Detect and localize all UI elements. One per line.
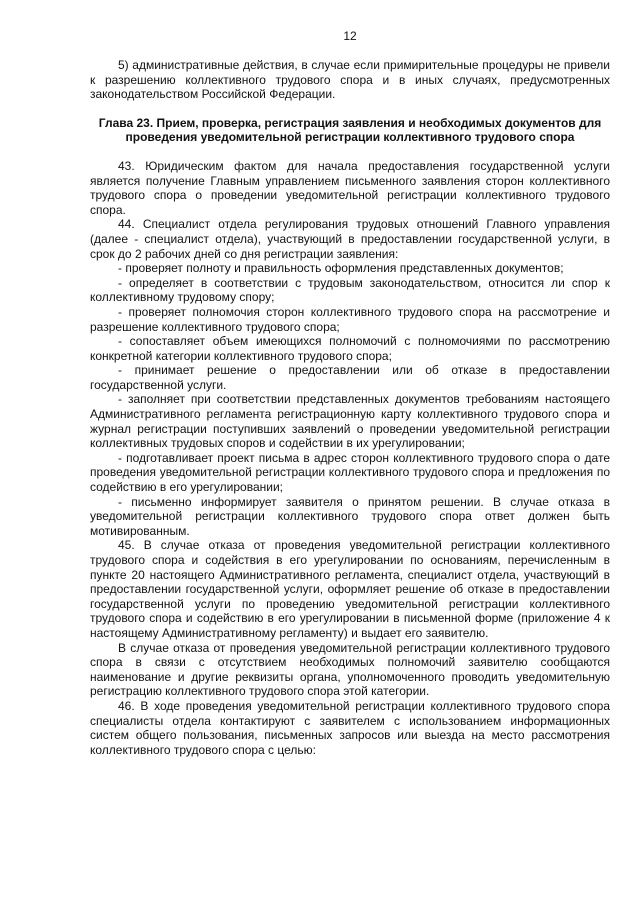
chapter-heading: Глава 23. Прием, проверка, регистрация заявления и необходимых документов для проведения уведомительной регистрации коллективного трудового спора	[98, 115, 602, 145]
page-number: 12	[343, 29, 357, 43]
paragraph-46: 46. В ходе проведения уведомительной регистрации коллективного трудового спора специалисты отдела контактируют с заявителем с использованием информационных систем общего пользования, письменных запросов или выезда на место рассмотрения коллективного трудового спора с целью:	[90, 698, 610, 757]
list-item: - сопоставляет объем имеющихся полномочий с полномочиями по рассмотрению конкретной категории коллективного трудового спора;	[90, 334, 610, 363]
document-page	[90, 0, 610, 905]
paragraph-45-refusal: В случае отказа от проведения уведомительной регистрации коллективного трудового спора в связи с отсутствием необходимых полномочий заявителю сообщаются наименование и другие реквизиты органа, уполномоченного проводить уведомительную регистрацию коллективного трудового спора этой категории.	[90, 640, 610, 699]
paragraph-44: 44. Специалист отдела регулирования трудовых отношений Главного управления (далее - специалист отдела), участвующий в предоставлении государственной услуги, в срок до 2 рабочих дней со дня регистрации заявления:	[90, 217, 610, 261]
list-item: - подготавливает проект письма в адрес сторон коллективного трудового спора о дате проведения уведомительной регистрации коллективного трудового спора и предложения по содействию в его урегулировании;	[90, 450, 610, 495]
list-item: - проверяет полномочия сторон коллективного трудового спора на рассмотрение и разрешение коллективного трудового спора;	[90, 304, 610, 334]
paragraph-43: 43. Юридическим фактом для начала предоставления государственной услуги является получение Главным управлением письменного заявления сторон коллективного трудового спора о проведении уведомительной регистрации коллективного трудового спора.	[90, 158, 610, 217]
list-item: - заполняет при соответствии представленных документов требованиям настоящего Административного регламента регистрационную карту коллективного трудового спора и журнал регистрации поступивших заявлений о проведении уведомительной регистрации коллективных трудовых споров и содействии в их урегулировании;	[90, 392, 610, 451]
list-item: - письменно информирует заявителя о принятом решении. В случае отказа в уведомительной регистрации коллективного трудового спора ответ должен быть мотивированным.	[90, 494, 610, 538]
document-body	[90, 58, 610, 757]
list-item: - принимает решение о предоставлении или об отказе в предоставлении государственной услуги.	[90, 363, 610, 392]
list-item: - определяет в соответствии с трудовым законодательством, относится ли спор к коллективному трудовому спору;	[90, 275, 610, 305]
paragraph-45: 45. В случае отказа от проведения уведомительной регистрации коллективного трудового спора и содействия в его урегулировании по основаниям, перечисленным в пункте 20 настоящего Административного регламента, специалист отдела, участвующий в предоставлении государственной услуги, оформляет решение об отказе в предоставлении государственной услуги по проведению уведомительной регистрации коллективного трудового спора и содействию в его урегулировании в письменной форме (приложение 4 к настоящему Административному регламенту) и выдает его заявителю.	[90, 538, 610, 640]
paragraph-item-5: 5) административные действия, в случае если примирительные процедуры не привели к разрешению коллективного трудового спора и в иных случаях, предусмотренных законодательством Российской Федерации.	[90, 58, 610, 102]
list-item: - проверяет полноту и правильность оформления представленных документов;	[118, 261, 564, 276]
